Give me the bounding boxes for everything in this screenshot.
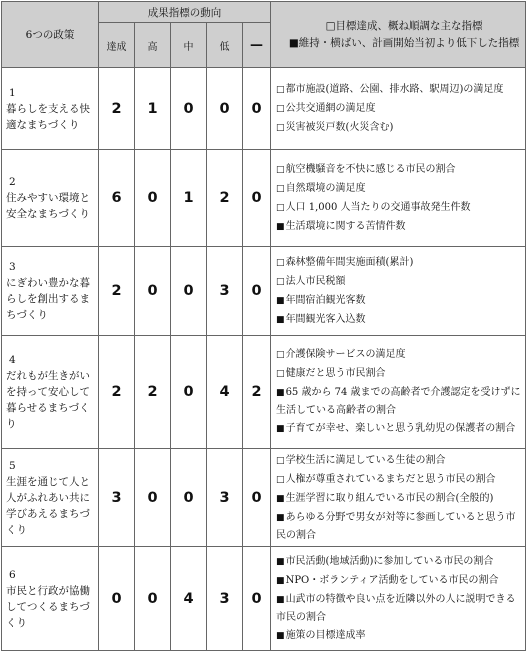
indicator-text: 65 歳から 74 歳までの高齢者で介護認定を受けずに生活している高齢者の割合 (276, 387, 521, 416)
count-mid: 4 (171, 547, 207, 651)
indicator-list (276, 346, 522, 438)
empty-square-icon: □ (276, 183, 285, 194)
header-achieved: 達成 (99, 23, 135, 68)
indicator-text: 施策の目標達成率 (285, 629, 366, 641)
indicator-text: 健康だと思う市民割合 (285, 368, 386, 379)
indicator-cell (271, 449, 526, 547)
indicator-item (276, 572, 522, 590)
empty-square-icon: □ (276, 202, 285, 213)
empty-square-icon: □ (276, 350, 285, 360)
indicator-item (276, 452, 522, 470)
filled-square-icon: ■ (276, 575, 285, 586)
empty-square-icon: □ (276, 276, 285, 287)
count-achieved: 2 (99, 247, 135, 336)
filled-square-icon: ■ (276, 221, 285, 232)
filled-square-icon: ■ (276, 493, 285, 504)
indicator-item (276, 119, 522, 137)
indicator-item (276, 420, 522, 438)
policy-cell (2, 150, 99, 247)
empty-square-icon: □ (276, 164, 285, 175)
count-achieved: 0 (99, 547, 135, 651)
filled-square-icon: ■ (276, 630, 285, 641)
indicator-item (276, 218, 522, 236)
count-dash: 0 (243, 150, 271, 247)
count-dash: 2 (243, 336, 271, 449)
count-high: 1 (135, 68, 171, 150)
policy-cell (2, 449, 99, 547)
indicator-cell (271, 247, 526, 336)
indicator-cell (271, 150, 526, 247)
policy-row-4 (2, 336, 526, 449)
policy-number: 5 (9, 459, 16, 472)
indicator-item (276, 591, 522, 626)
filled-square-icon: ■ (276, 556, 285, 567)
policy-number: 2 (9, 176, 16, 188)
policy-outcome-table (1, 1, 526, 651)
indicator-text: 介護保険サービスの満足度 (285, 349, 406, 360)
filled-square-icon: ■ (276, 512, 285, 523)
count-high: 0 (135, 150, 171, 247)
count-high: 2 (135, 336, 171, 449)
indicator-item (276, 254, 522, 272)
indicator-text: 生涯学習に取り組んでいる市民の割合(全般的) (285, 492, 494, 504)
policy-row-2 (2, 150, 526, 247)
header-policy: 6つの政策 (2, 2, 99, 68)
indicator-cell (271, 547, 526, 651)
count-achieved: 6 (99, 150, 135, 247)
indicator-cell (271, 336, 526, 449)
policy-cell (2, 247, 99, 336)
indicator-item (276, 365, 522, 383)
header-dash: — (243, 23, 271, 68)
filled-square-icon: ■ (276, 424, 285, 434)
empty-square-icon: □ (276, 122, 285, 133)
indicator-item (276, 553, 522, 571)
header-high: 高 (135, 23, 171, 68)
indicator-text: 年間宿泊観光客数 (285, 294, 366, 306)
count-high: 0 (135, 449, 171, 547)
indicator-text: 森林整備年間実施面積(累計) (285, 256, 414, 268)
indicator-text: 災害被災戸数(火災含む) (285, 121, 394, 133)
indicator-item (276, 180, 522, 198)
policy-title: 生涯を通じて人と人がふれあい共に学びあえるまちづくり (6, 475, 90, 536)
indicator-list (276, 254, 522, 329)
policy-title: 市民と行政が協働してつくるまちづくり (6, 584, 90, 629)
count-high: 0 (135, 547, 171, 651)
indicator-item (276, 490, 522, 508)
policy-number: 4 (9, 354, 16, 366)
indicator-item (276, 509, 522, 544)
count-mid: 0 (171, 336, 207, 449)
indicator-text: 自然環境の満足度 (285, 182, 366, 194)
policy-title: 住みやすい環境と安全なまちづくり (6, 192, 90, 220)
policy-row-3 (2, 247, 526, 336)
legend-achieved: □目標達成、概ね順調な主な指標 (325, 19, 483, 32)
count-achieved: 2 (99, 336, 135, 449)
policy-cell (2, 68, 99, 150)
indicator-text: 山武市の特徴や良い点を近隣以外の人に説明できる市民の割合 (276, 593, 516, 623)
count-mid: 0 (171, 68, 207, 150)
empty-square-icon: □ (276, 455, 285, 466)
filled-square-icon: ■ (276, 388, 285, 398)
indicator-text: 都市施設(道路、公園、排水路、駅周辺)の満足度 (285, 83, 504, 95)
legend-declined: ■維持・横ばい、計画開始当初より低下した指標 (288, 36, 520, 49)
indicator-list (276, 161, 522, 236)
count-low: 3 (207, 547, 243, 651)
header-low: 低 (207, 23, 243, 68)
empty-square-icon: □ (276, 474, 285, 485)
indicator-text: 人口 1,000 人当たりの交通事故発生件数 (285, 201, 471, 213)
filled-square-icon: ■ (276, 594, 285, 605)
empty-square-icon: □ (276, 257, 285, 268)
empty-square-icon: □ (276, 84, 285, 95)
count-dash: 0 (243, 68, 271, 150)
count-low: 3 (207, 449, 243, 547)
count-high: 0 (135, 247, 171, 336)
indicator-item (276, 627, 522, 645)
indicator-list (276, 553, 522, 645)
count-mid: 0 (171, 247, 207, 336)
count-achieved: 2 (99, 68, 135, 150)
policy-title: にぎわい豊かな暮らしを創出するまちづくり (6, 277, 90, 321)
indicator-text: 航空機騒音を不快に感じる市民の割合 (285, 163, 456, 175)
indicator-item (276, 292, 522, 310)
policy-title: だれもが生きがいを持って安心して暮らせるまちづくり (6, 370, 90, 430)
count-achieved: 3 (99, 449, 135, 547)
policy-cell (2, 547, 99, 651)
count-low: 4 (207, 336, 243, 449)
policy-number: 3 (9, 261, 16, 273)
policy-title: 暮らしを支える快適なまちづくり (6, 102, 90, 131)
indicator-item (276, 100, 522, 118)
count-low: 3 (207, 247, 243, 336)
count-mid: 1 (171, 150, 207, 247)
policy-cell (2, 336, 99, 449)
indicator-list (276, 81, 522, 137)
indicator-text: 市民活動(地域活動)に参加している市民の割合 (285, 555, 494, 567)
header-legend (271, 2, 526, 68)
indicator-item (276, 161, 522, 179)
indicator-item (276, 199, 522, 217)
indicator-cell (271, 68, 526, 150)
indicator-text: 学校生活に満足している生徒の割合 (285, 454, 446, 466)
indicator-item (276, 384, 522, 419)
filled-square-icon: ■ (276, 314, 285, 325)
empty-square-icon: □ (276, 103, 285, 114)
header-mid: 中 (171, 23, 207, 68)
indicator-text: 公共交通網の満足度 (285, 102, 376, 114)
indicator-item (276, 81, 522, 99)
indicator-text: 子育てが幸せ、楽しいと思う乳幼児の保護者の割合 (285, 423, 516, 434)
count-low: 0 (207, 68, 243, 150)
policy-row-1 (2, 68, 526, 150)
policy-row-6 (2, 547, 526, 651)
indicator-text: 年間観光客入込数 (285, 313, 366, 325)
indicator-item (276, 471, 522, 489)
filled-square-icon: ■ (276, 295, 285, 306)
count-dash: 0 (243, 547, 271, 651)
count-dash: 0 (243, 449, 271, 547)
indicator-item (276, 273, 522, 291)
empty-square-icon: □ (276, 369, 285, 379)
indicator-item (276, 311, 522, 329)
indicator-text: 人権が尊重されているまちだと思う市民の割合 (285, 473, 496, 485)
policy-number: 1 (9, 86, 16, 99)
count-dash: 0 (243, 247, 271, 336)
indicator-item (276, 346, 522, 364)
count-low: 2 (207, 150, 243, 247)
indicator-text: 法人市民税額 (285, 275, 346, 287)
policy-row-5 (2, 449, 526, 547)
header-outcome-group: 成果指標の動向 (99, 2, 271, 23)
indicator-list (276, 452, 522, 544)
indicator-text: あらゆる分野で男女が対等に参画していると思う市民の割合 (276, 511, 516, 541)
indicator-text: 生活環境に関する苦情件数 (285, 220, 406, 232)
count-mid: 0 (171, 449, 207, 547)
policy-number: 6 (9, 568, 16, 581)
indicator-text: NPO・ボランティア活動をしている市民の割合 (285, 574, 499, 586)
